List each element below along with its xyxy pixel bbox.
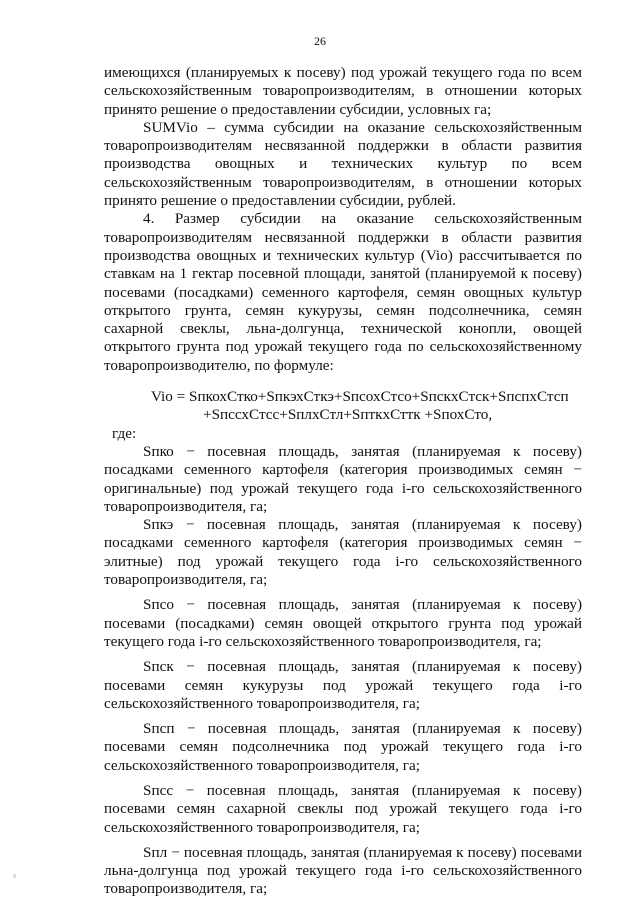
paragraph-continuation: имеющихся (планируемых к посеву) под урожай текущего года по всем сельскохозяйственным товаропроизводителям, в отношении которых принято решение о предоставлении субсидии, условных га;	[104, 64, 582, 118]
definition-spso: Sпсо − посевная площадь, занятая (планируемая к посеву) посевами (посадками) семян овощей открытого грунта под урожай текущего года i-го сельскохозяйственного товаропроизводителя, га;	[104, 596, 582, 650]
scan-artifact	[13, 874, 16, 878]
definition-spl: Sпл − посевная площадь, занятая (планируемая к посеву) посевами льна-долгунца под урожай текущего года i-го сельскохозяйственного товаропроизводителя, га;	[104, 843, 582, 898]
paragraph-sumvio-definition: SUMVio – сумма субсидии на оказание сельскохозяйственным товаропроизводителям несвязанной поддержки в области развития производства овощных и технических культур по всем сельскохозяйственным товаропроизводителям, в отношении которых принято решение о предоставлении субсидии, рублей.	[104, 118, 582, 210]
definition-spko: Sпко − посевная площадь, занятая (планируемая к посеву) посадками семенного картофеля (категория производимых семян − оригинальные) под урожай текущего года i-го сельскохозяйственного товаропроизводителя, га;	[104, 442, 582, 515]
definition-spke: Sпкэ − посевная площадь, занятая (планируемая к посеву) посадками семенного картофеля (категория производимых семян − элитные) под урожай текущего года i-го сельскохозяйственного товаропроизводителя, га;	[104, 516, 582, 589]
paragraph-item-4: 4. Размер субсидии на оказание сельскохозяйственным товаропроизводителям несвязанной поддержки в области развития производства овощных и технических культур (Vio) рассчитывается по ставкам на 1 гектар посевной площади, занятой (планируемой к посеву) посевами (посадками) семенного картофеля, семян овощных культур открытого грунта, семян кукурузы, семян подсолнечника, семян сахарной свеклы, льна-долгунца, технической конопли, овощей открытого грунта под урожай текущего года по сельскохозяйственному товаропроизводителю, по формуле:	[104, 210, 582, 374]
formula-line-2: +SпссхСтсс+SплхСтл+SпткхСттк +SпохСто,	[203, 406, 493, 424]
formula-line-1: Vio = SпкохСтко+SпкэхСткэ+SпсохСтсо+SпскхСтск+SпспхСтсп	[151, 388, 569, 406]
page-number: 26	[314, 34, 326, 48]
definition-spsp: Sпсп − посевная площадь, занятая (планируемая к посеву) посевами семян подсолнечника под урожай текущего года i-го сельскохозяйственного товаропроизводителя, га;	[104, 720, 582, 774]
formula-block	[104, 388, 582, 425]
definition-spsk: Sпск − посевная площадь, занятая (планируемая к посеву) посевами семян кукурузы под урожай текущего года i-го сельскохозяйственного товаропроизводителя, га;	[104, 658, 582, 712]
definition-spss: Sпсс − посевная площадь, занятая (планируемая к посеву) посевами семян сахарной свеклы под урожай текущего года i-го сельскохозяйственного товаропроизводителя, га;	[104, 781, 582, 836]
document-body	[104, 64, 582, 899]
where-label: где:	[112, 424, 137, 442]
